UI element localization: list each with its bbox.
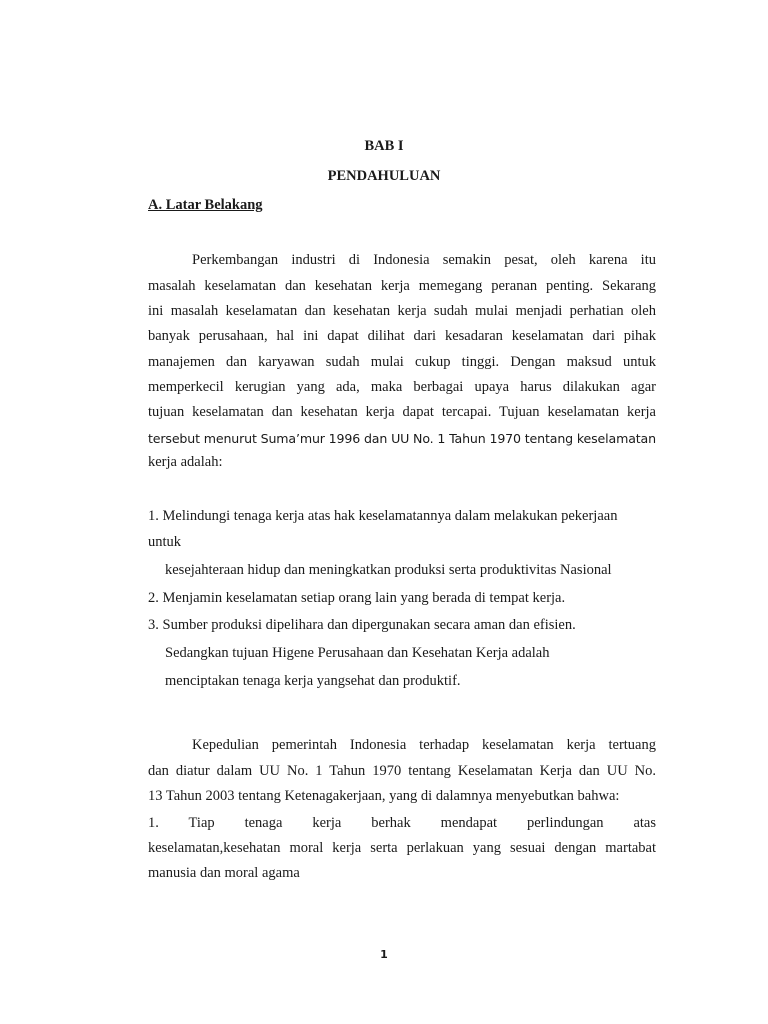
paragraph-2-line: 13 Tahun 2003 tentang Ketenagakerjaan, yang di dalamnya menyebutkan bahwa:: [148, 788, 620, 804]
list-item-3: 3. Sumber produksi dipelihara dan dipergunakan secara aman dan efisien.: [148, 617, 576, 633]
paragraph-1-line: masalah keselamatan dan kesehatan kerja memegang peranan penting. Sekarang: [148, 278, 656, 294]
chapter-number: BAB I: [364, 138, 404, 154]
list-item-2: 2. Menjamin keselamatan setiap orang lain yang berada di tempat kerja.: [148, 590, 566, 606]
list-item-1-wrap: untuk: [148, 534, 182, 550]
higiene-goal-line: menciptakan tenaga kerja yangsehat dan produktif.: [165, 673, 461, 689]
paragraph-2-line: dan diatur dalam UU No. 1 Tahun 1970 tentang Keselamatan Kerja dan UU No.: [148, 763, 656, 779]
section-heading: A. Latar Belakang: [148, 197, 263, 213]
paragraph-1-line: tersebut menurut Suma’mur 1996 dan UU No. 1 Tahun 1970 tentang keselamatan: [148, 431, 656, 446]
paragraph-2-line: keselamatan,kesehatan moral kerja serta perlakuan yang sesuai dengan martabat: [148, 840, 656, 856]
higiene-goal-line: Sedangkan tujuan Higene Perusahaan dan Kesehatan Kerja adalah: [165, 645, 550, 661]
paragraph-1-line: memperkecil kerugian yang ada, maka berbagai upaya harus dilakukan agar: [148, 379, 656, 395]
list-item-1-continuation: kesejahteraan hidup dan meningkatkan produksi serta produktivitas Nasional: [165, 562, 612, 578]
list-item-1: 1. Melindungi tenaga kerja atas hak keselamatannya dalam melakukan pekerjaan: [148, 508, 618, 524]
paragraph-1-line: manajemen dan karyawan sudah mulai cukup tinggi. Dengan maksud untuk: [148, 354, 656, 370]
page-number: 1: [380, 948, 388, 961]
paragraph-1-line: Perkembangan industri di Indonesia semakin pesat, oleh karena itu: [192, 252, 656, 268]
paragraph-2-line: manusia dan moral agama: [148, 865, 300, 881]
paragraph-1-line: kerja adalah:: [148, 454, 223, 470]
paragraph-1-line: ini masalah keselamatan dan kesehatan kerja sudah mulai menjadi perhatian oleh: [148, 303, 656, 319]
paragraph-2-line: Kepedulian pemerintah Indonesia terhadap keselamatan kerja tertuang: [192, 737, 656, 753]
paragraph-1-line: tujuan keselamatan dan kesehatan kerja dapat tercapai. Tujuan keselamatan kerja: [148, 404, 656, 420]
paragraph-1-line: banyak perusahaan, hal ini dapat dilihat dari kesadaran keselamatan dari pihak: [148, 328, 656, 344]
chapter-title: PENDAHULUAN: [327, 168, 441, 184]
paragraph-2-line: 1. Tiap tenaga kerja berhak mendapat perlindungan atas: [148, 815, 656, 831]
